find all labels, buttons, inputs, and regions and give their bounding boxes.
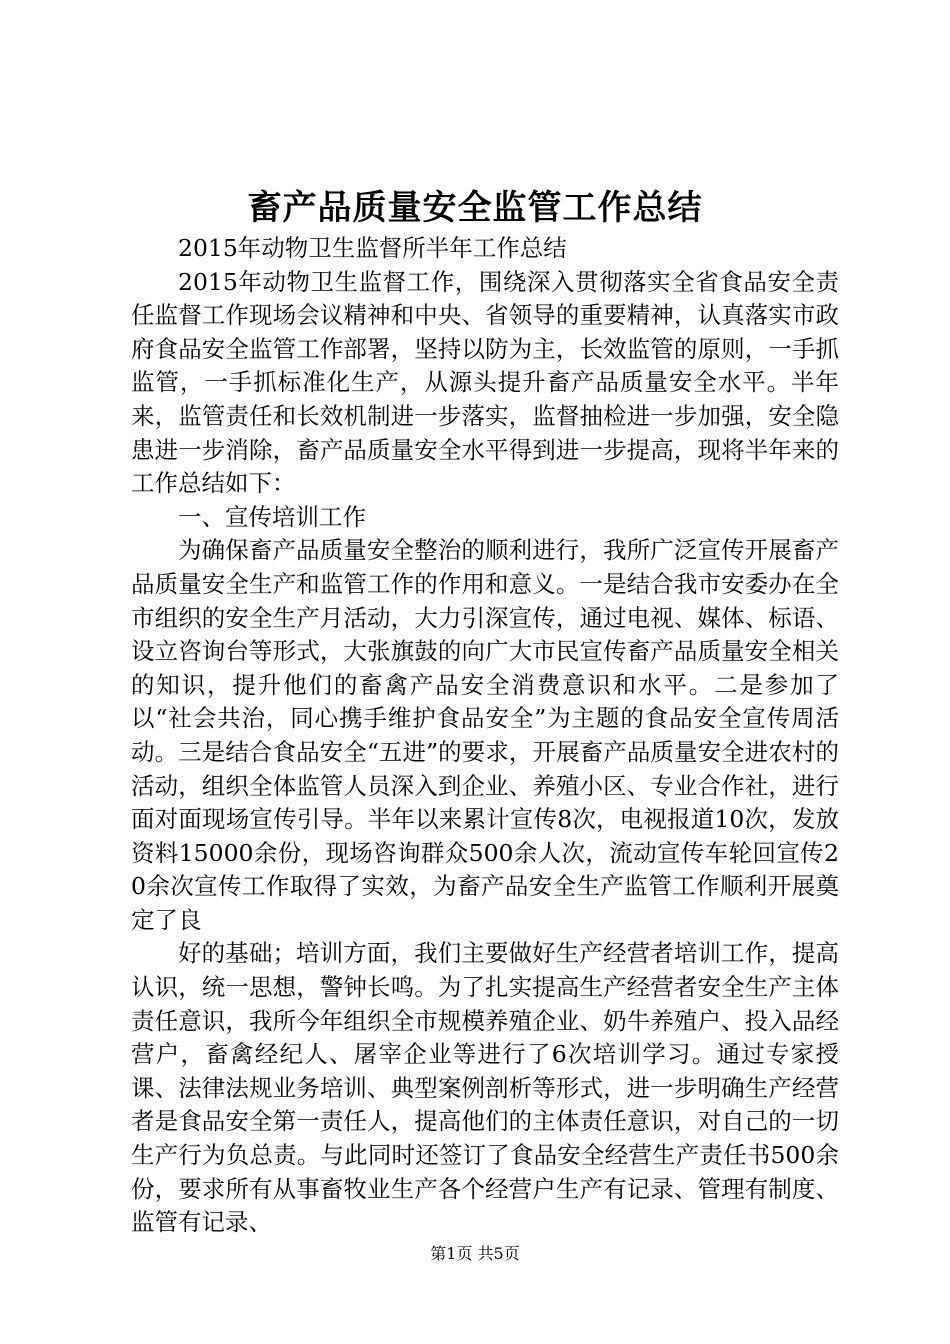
subtitle-paragraph: 2015年动物卫生监督所半年工作总结 <box>178 234 567 262</box>
intro-paragraph: 2015年动物卫生监督工作，围绕深入贯彻落实全省食品安全责任监督工作现场会议精神和中央、省领导的重要精神，认真落实市政府食品安全监管工作部署，坚持以防为主，长效监管的原则，一手抓监管，一手抓标准化生产，从源头提升畜产品质量安全水平。半年来，监管责任和长效机制进一步落实，监督抽检进一步加强，安全隐患进一步消除，畜产品质量安全水平得到进一步提高，现将半年来的工作总结如下： <box>131 267 839 498</box>
section-heading: 一、宣传培训工作 <box>178 502 366 531</box>
page-number-footer: 第1页 共5页 <box>430 1244 520 1263</box>
body-paragraph: 为确保畜产品质量安全整治的顺利进行，我所广泛宣传开展畜产品质量安全生产和监管工作的作用和意义。一是结合我市安委办在全市组织的安全生产月活动，大力引深宣传，通过电视、媒体、标语、设立咨询台等形式，大张旗鼓的向广大市民宣传畜产品质量安全相关的知识，提升他们的畜禽产品安全消费意识和水平。二是参加了以“社会共治，同心携手维护食品安全”为主题的食品安全宣传周活动。三是结合食品安全“五进”的要求，开展畜产品质量安全进农村的活动，组织全体监管人员深入到企业、养殖小区、专业合作社，进行面对面现场宣传引导。半年以来累计宣传8次，电视报道10次，发放资料15000余份，现场咨询群众500余人次，流动宣传车轮回宣传20余次宣传工作取得了实效，为畜产品安全生产监管工作顺利开展奠定了良 <box>131 536 839 934</box>
document-title: 畜产品质量安全监管工作总结 <box>247 188 703 228</box>
body-paragraph: 好的基础；培训方面，我们主要做好生产经营者培训工作，提高认识，统一思想，警钟长鸣。为了扎实提高生产经营者安全生产主体责任意识，我所今年组织全市规模养殖企业、奶牛养殖户、投入品经营户，畜禽经纪人、屠宰企业等进行了6次培训学习。通过专家授课、法律法规业务培训、典型案例剖析等形式，进一步明确生产经营者是食品安全第一责任人，提高他们的主体责任意识，对自己的一切生产行为负总责。与此同时还签订了食品安全经营生产责任书500余份，要求所有从事畜牧业生产各个经营户生产有记录、管理有制度、监管有记录、 <box>131 939 839 1237</box>
document-body <box>131 232 839 1240</box>
